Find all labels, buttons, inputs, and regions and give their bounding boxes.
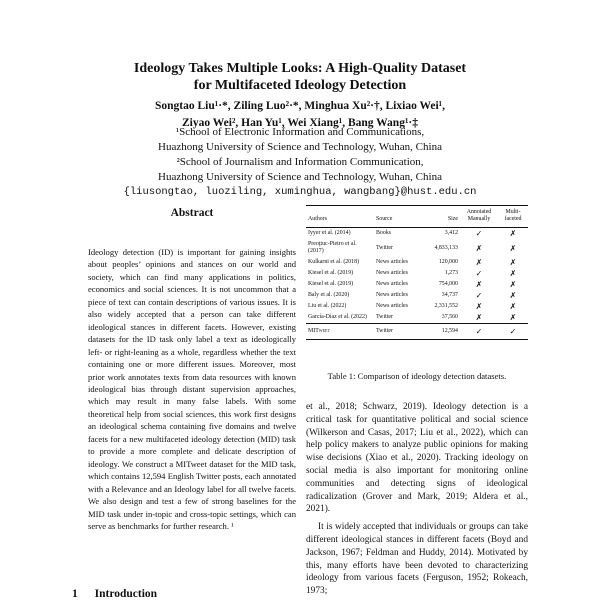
cell-multifaceted: ✗ — [509, 258, 517, 267]
cell-annotated: ✓ — [460, 324, 498, 340]
cell-multifaceted: ✗ — [509, 243, 517, 253]
table-row — [306, 301, 528, 312]
affiliation-1-line-2: Huazhong University of Science and Technology, Wuhan, China — [158, 141, 442, 153]
cell-authors: Kiesel et al. (2019) — [308, 281, 354, 287]
table-header-row — [306, 206, 528, 228]
abstract-heading: Abstract — [170, 207, 214, 219]
cell-authors: Liu et al. (2022) — [308, 303, 347, 309]
affiliation-1-line-1: ¹School of Electronic Information and Communications, — [175, 126, 425, 138]
cell-size: 37,560 — [441, 314, 458, 320]
header-annotated: Annotated Manually — [460, 206, 498, 228]
cell-source: News articles — [376, 259, 408, 265]
cell-source: News articles — [376, 292, 408, 298]
cell-multifaceted: ✗ — [509, 313, 517, 322]
affiliation-2-line-1: ²School of Journalism and Information Communication, — [176, 156, 424, 168]
cell-source: Twitter — [376, 244, 393, 251]
header-authors: Authors — [306, 206, 374, 228]
header-multifaceted: Multi-faceted — [498, 206, 528, 228]
cell-size: 12,594 — [423, 324, 460, 340]
title-line-2: for Multifaceted Ideology Detection — [193, 78, 407, 93]
affiliation-2-line-2: Huazhong University of Science and Technology, Wuhan, China — [158, 171, 442, 183]
cell-multifaceted: ✗ — [509, 302, 517, 311]
cell-size: 34,737 — [441, 292, 458, 298]
section-title: Introduction — [94, 588, 158, 600]
cell-authors: Preoţiuc-Pietro et al. (2017) — [308, 241, 357, 254]
cell-source: News articles — [376, 303, 408, 309]
cell-annotated: ✗ — [475, 313, 483, 322]
cell-size: 3,412 — [444, 230, 458, 236]
cell-annotated: ✗ — [475, 258, 483, 267]
cell-size: 1,273 — [444, 270, 458, 276]
cell-source: News articles — [376, 281, 408, 287]
paragraph: It is widely accepted that individuals or groups can take different ideological stances in different facets (Boyd and Jackson, 1967; Feldman and Huddy, 2014). Motivated by this, many efforts have been devoted to characterizing ideology from various facets (Ferguson, 1952; Rokeach, 1973; — [306, 522, 528, 597]
cell-annotated: ✗ — [475, 243, 483, 253]
paper-title — [0, 60, 600, 94]
affiliations — [0, 125, 600, 200]
cell-multifaceted: ✗ — [509, 280, 517, 289]
paragraph: et al., 2018; Schwarz, 2019). Ideology detection is a critical task for quantitative political and social science (Wilkerson and Casas, 2017; Liu et al., 2022), which can help policy makers to analyze public opinions for making wise decisions (Xiao et al., 2020). Tracking ideology on social media is also important for monitoring online communities and detecting signs of ideological radicalization (Grover and Mark, 2019; Aldera et al., 2021). — [306, 402, 528, 515]
cell-authors: MITweet — [306, 324, 374, 340]
abstract-body — [88, 246, 296, 532]
table-row — [306, 268, 528, 279]
authors-line-2: Ziyao Wei², Han Yu¹, Wei Xiang¹, Bang Wang¹·‡ — [182, 117, 418, 129]
cell-annotated: ✓ — [475, 269, 483, 278]
section-heading-introduction — [72, 588, 157, 600]
cell-size: 120,000 — [438, 259, 458, 265]
cell-size: 4,833,133 — [434, 244, 458, 251]
table-row — [306, 312, 528, 324]
cell-annotated: ✓ — [475, 229, 483, 238]
section-number: 1 — [72, 588, 78, 600]
cell-size: 754,000 — [438, 281, 458, 287]
comparison-table — [306, 205, 528, 340]
cell-multifaceted: ✓ — [498, 324, 528, 340]
abstract-text: Ideology detection (ID) is important for gaining insights about peoples’ opinions and stances on our world and society, which can find many applications in politics, economics and social sciences. It is not uncommon that a piece of text can contain descriptions of various issues. It is also widely accepted that a person can take different ideological stances in different facets. However, existing datasets for the ID task only label a text as ideologically left- or right-leaning as a whole, regardless whether the text containing one or more different issues. Moreover, most prior work annotates texts from data resources with known ideological bias through distant supervision approaches, which may result in many false labels. With some theoretical help from social sciences, this work first designs an ideological schema containing five domains and twelve facets for a new multifaceted ideology detection (MID) task to provide a more complete and delicate description of ideology. We construct a MITweet dataset for the MID task, which contains 12,594 English Twitter posts, each annotated with a Relevance and an Ideology label for all twelve facets. We also design and test a few of strong baselines for the MID task under in-topic and cross-topic settings, which can serve as benchmarks for further research. ¹ — [88, 247, 296, 531]
title-line-1: Ideology Takes Multiple Looks: A High-Quality Dataset — [133, 61, 467, 76]
cell-source: Books — [376, 230, 392, 236]
authors-line-1: Songtao Liu¹·*, Ziling Luo²·*, Minghua Xu²·†, Lixiao Wei¹, — [155, 100, 445, 112]
cell-multifaceted: ✗ — [509, 229, 517, 238]
header-source: Source — [374, 206, 423, 228]
cell-annotated: ✗ — [475, 280, 483, 289]
table-row — [306, 290, 528, 301]
table-caption: Table 1: Comparison of ideology detection datasets. — [327, 371, 507, 381]
cell-authors: Iyyer et al. (2014) — [308, 230, 351, 236]
cell-authors: García-Díaz et al. (2022) — [308, 314, 367, 320]
cell-authors: Kulkarni et al. (2018) — [308, 259, 360, 265]
cell-source: News articles — [376, 270, 408, 276]
table-row — [306, 257, 528, 268]
cell-source: Twitter — [374, 324, 423, 340]
cell-source: Twitter — [376, 314, 393, 320]
cell-authors: Kiesel et al. (2019) — [308, 270, 354, 276]
cell-annotated: ✓ — [475, 291, 483, 300]
author-emails: {liusongtao, luoziling, xuminghua, wangbang}@hust.edu.cn — [123, 186, 477, 198]
cell-annotated: ✗ — [475, 302, 483, 311]
table-row — [306, 239, 528, 257]
cell-multifaceted: ✗ — [509, 291, 517, 300]
table-row — [306, 228, 528, 240]
cell-size: 2,331,552 — [434, 303, 458, 309]
table-row-mitweet — [306, 324, 528, 340]
cell-authors: Baly et al. (2020) — [308, 292, 350, 298]
cell-multifaceted: ✗ — [509, 269, 517, 278]
header-size: Size — [423, 206, 460, 228]
table-row — [306, 279, 528, 290]
right-column-body — [306, 401, 528, 598]
